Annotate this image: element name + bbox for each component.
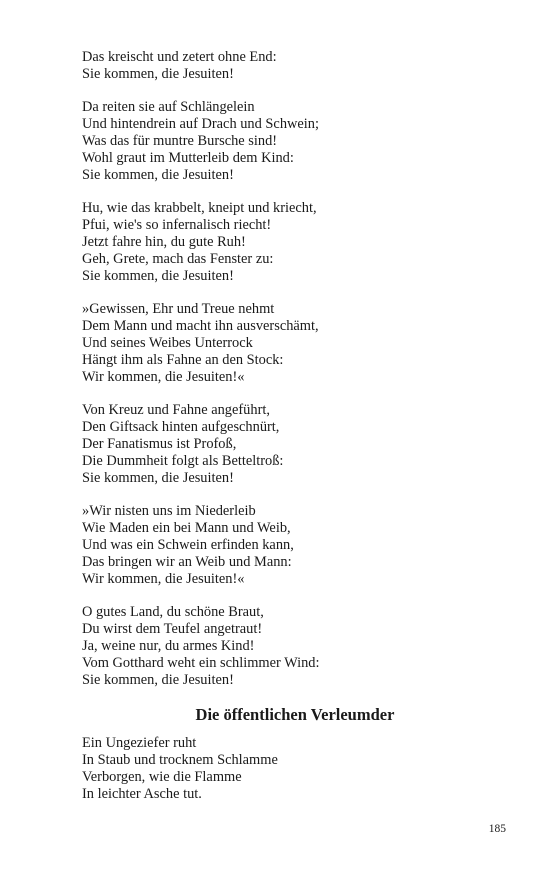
verse-line: Verborgen, wie die Flamme [82, 769, 242, 785]
verse-line: Ja, weine nur, du armes Kind! [82, 638, 255, 654]
verse-line: Sie kommen, die Jesuiten! [82, 268, 234, 284]
verse-line: Jetzt fahre hin, du gute Ruh! [82, 234, 246, 250]
verse-line: Geh, Grete, mach das Fenster zu: [82, 251, 274, 267]
stanza [82, 200, 482, 285]
verse-line: Du wirst dem Teufel angetraut! [82, 621, 263, 637]
verse-line: Und hintendrein auf Drach und Schwein; [82, 116, 319, 132]
verse-line: Sie kommen, die Jesuiten! [82, 470, 234, 486]
stanza [82, 402, 482, 487]
verse-line: O gutes Land, du schöne Braut, [82, 604, 264, 620]
verse-line: Dem Mann und macht ihn ausverschämt, [82, 318, 319, 334]
verse-line: Und seines Weibes Unterrock [82, 335, 253, 351]
verse-line: Was das für muntre Bursche sind! [82, 133, 278, 149]
verse-line: Der Fanatismus ist Profoß, [82, 436, 237, 452]
verse-line: Pfui, wie's so infernalisch riecht! [82, 217, 272, 233]
verse-line: Von Kreuz und Fahne angeführt, [82, 402, 270, 418]
stanza [82, 49, 482, 83]
verse-line: Wir kommen, die Jesuiten!« [82, 571, 245, 587]
stanza [82, 604, 482, 689]
verse-line: Sie kommen, die Jesuiten! [82, 66, 234, 82]
verse-line: Wie Maden ein bei Mann und Weib, [82, 520, 291, 536]
poem-text [82, 49, 482, 819]
stanza [82, 301, 482, 386]
verse-line: Wir kommen, die Jesuiten!« [82, 369, 245, 385]
verse-line: Das bringen wir an Weib und Mann: [82, 554, 292, 570]
verse-line: Hu, wie das krabbelt, kneipt und kriecht, [82, 200, 317, 216]
verse-line: Und was ein Schwein erfinden kann, [82, 537, 294, 553]
stanza [82, 99, 482, 184]
verse-line: »Wir nisten uns im Niederleib [82, 503, 256, 519]
stanza [82, 503, 482, 588]
verse-line: In leichter Asche tut. [82, 786, 202, 802]
stanza [82, 735, 482, 803]
poem-title: Die öffentlichen Verleumder [195, 705, 395, 724]
verse-line: Ein Ungeziefer ruht [82, 735, 197, 751]
verse-line: Sie kommen, die Jesuiten! [82, 167, 234, 183]
verse-line: »Gewissen, Ehr und Treue nehmt [82, 301, 275, 317]
verse-line: Wohl graut im Mutterleib dem Kind: [82, 150, 294, 166]
verse-line: Die Dummheit folgt als Betteltroß: [82, 453, 284, 469]
verse-line: Vom Gotthard weht ein schlimmer Wind: [82, 655, 320, 671]
page-number: 185 [488, 823, 506, 835]
verse-line: Sie kommen, die Jesuiten! [82, 672, 234, 688]
verse-line: Hängt ihm als Fahne an den Stock: [82, 352, 284, 368]
verse-line: Den Giftsack hinten aufgeschnürt, [82, 419, 280, 435]
verse-line: Das kreischt und zetert ohne End: [82, 49, 277, 65]
verse-line: Da reiten sie auf Schlängelein [82, 99, 255, 115]
verse-line: In Staub und trocknem Schlamme [82, 752, 278, 768]
